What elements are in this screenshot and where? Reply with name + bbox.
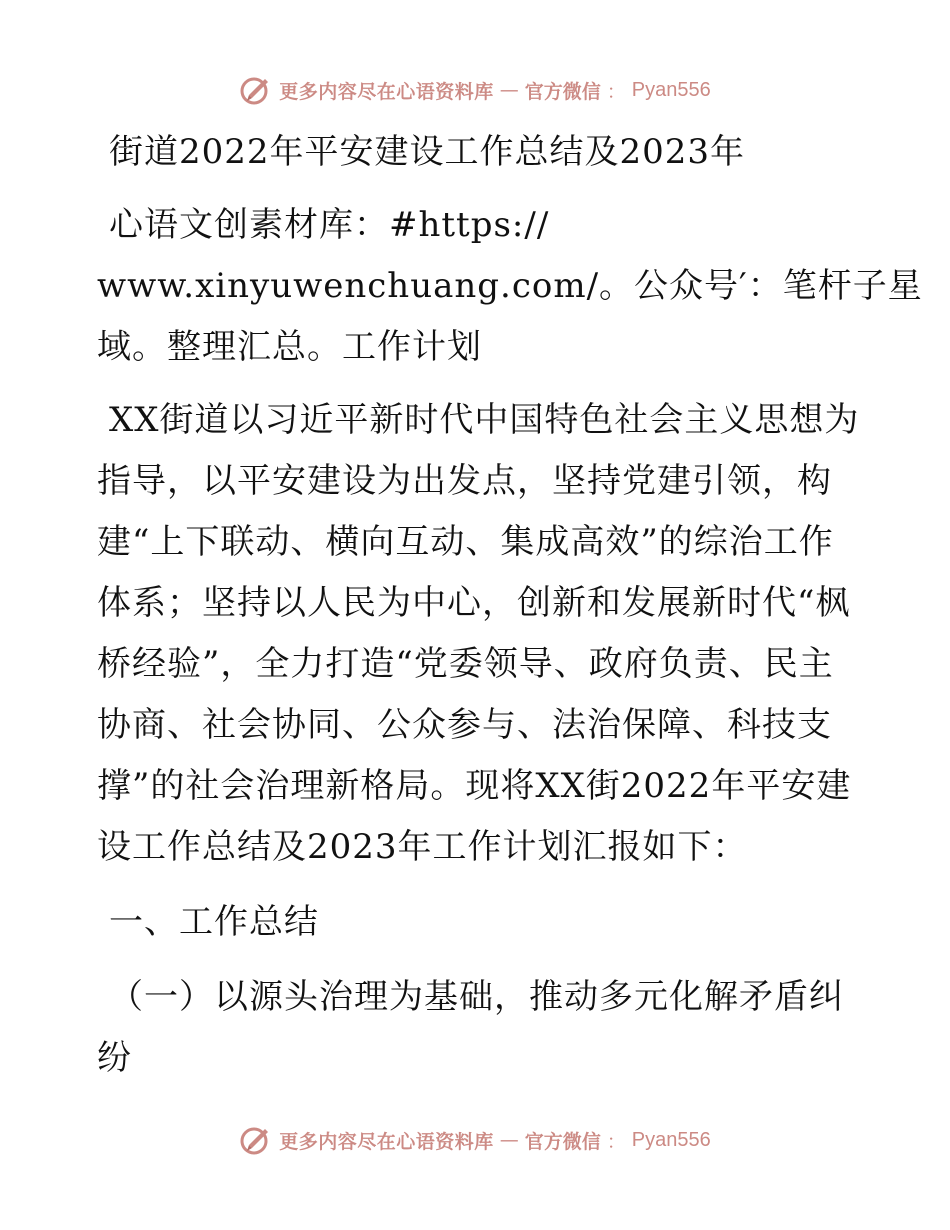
pen-logo-icon — [239, 73, 273, 107]
header-banner-wechat-label: 官方微信 — [524, 80, 601, 103]
source-line-3: 域。整理汇总。工作计划 — [97, 327, 482, 367]
intro-line-8: 设工作总结及2023年工作计划汇报如下： — [97, 827, 748, 867]
subsection-line-2: 纷 — [97, 1038, 132, 1078]
pen-logo-icon — [239, 1123, 273, 1157]
source-line-1: 心语文创素材库：#https:// — [109, 205, 550, 245]
section-heading: 一、工作总结 — [109, 902, 319, 942]
header-banner-content — [239, 73, 711, 107]
footer-banner-content — [239, 1123, 711, 1157]
document-title: 街道2022年平安建设工作总结及2023年 — [109, 132, 746, 172]
footer-banner-main-text: 更多内容尽在心语资料库 — [279, 1130, 494, 1153]
header-banner-main-text: 更多内容尽在心语资料库 — [279, 80, 494, 103]
intro-line-3: 建“上下联动、横向互动、集成高效”的综治工作 — [97, 522, 834, 562]
footer-banner-dash: — — [499, 1129, 519, 1151]
intro-line-6: 协商、社会协同、公众参与、法治保障、科技支 — [97, 705, 832, 745]
header-banner-account: Pyan556 — [631, 78, 711, 101]
footer-banner-colon: ： — [606, 1130, 626, 1153]
footer-banner-wechat-label: 官方微信 — [524, 1130, 601, 1153]
header-banner — [0, 70, 950, 110]
header-banner-dash: — — [499, 79, 519, 101]
footer-banner-account: Pyan556 — [631, 1128, 711, 1151]
source-line-2: www.xinyuwenchuang.com/。公众号′：笔杆子星 — [97, 266, 923, 306]
header-banner-colon: ： — [606, 80, 626, 103]
intro-line-4: 体系；坚持以人民为中心，创新和发展新时代“枫 — [97, 583, 851, 623]
subsection-line-1: （一）以源头治理为基础，推动多元化解矛盾纠 — [109, 977, 844, 1017]
document-body — [97, 122, 923, 1089]
intro-line-1: XX街道以习近平新时代中国特色社会主义思想为 — [109, 400, 860, 440]
intro-line-2: 指导，以平安建设为出发点，坚持党建引领，构 — [97, 461, 832, 501]
intro-line-7: 撑”的社会治理新格局。现将XX街2022年平安建 — [97, 766, 852, 806]
footer-banner — [0, 1120, 950, 1160]
intro-line-5: 桥经验”，全力打造“党委领导、政府负责、民主 — [97, 644, 834, 684]
